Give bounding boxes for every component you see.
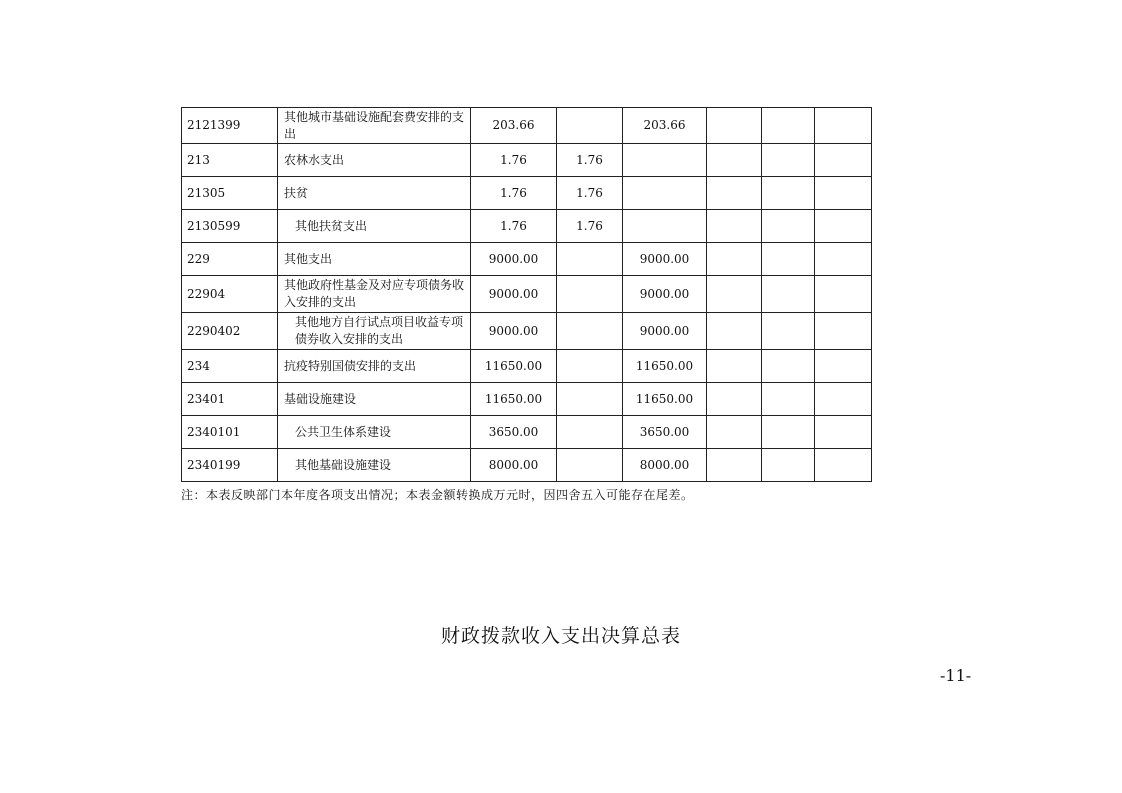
extra-column-cell	[762, 177, 815, 210]
basic-expenditure-cell	[557, 383, 623, 416]
project-expenditure-cell: 3650.00	[623, 416, 707, 449]
project-expenditure-cell	[623, 210, 707, 243]
extra-column-cell	[815, 350, 872, 383]
project-expenditure-cell: 9000.00	[623, 313, 707, 350]
extra-column-cell	[815, 108, 872, 144]
function-name-cell: 其他基础设施建设	[278, 449, 471, 482]
extra-column-cell	[707, 210, 762, 243]
extra-column-cell	[815, 313, 872, 350]
basic-expenditure-cell	[557, 416, 623, 449]
extra-column-cell	[707, 177, 762, 210]
extra-column-cell	[762, 276, 815, 313]
table-row	[182, 313, 872, 350]
total-amount-cell: 9000.00	[471, 276, 557, 313]
function-code-cell: 2340101	[182, 416, 278, 449]
project-expenditure-cell: 203.66	[623, 108, 707, 144]
total-amount-cell: 11650.00	[471, 350, 557, 383]
basic-expenditure-cell: 1.76	[557, 177, 623, 210]
extra-column-cell	[815, 243, 872, 276]
expenditure-table-body	[182, 108, 872, 482]
table-row	[182, 350, 872, 383]
project-expenditure-cell: 11650.00	[623, 383, 707, 416]
basic-expenditure-cell	[557, 350, 623, 383]
next-section-title: 财政拨款收入支出决算总表	[440, 625, 681, 647]
basic-expenditure-cell: 1.76	[557, 210, 623, 243]
extra-column-cell	[707, 449, 762, 482]
extra-column-cell	[707, 416, 762, 449]
extra-column-cell	[707, 108, 762, 144]
extra-column-cell	[762, 210, 815, 243]
extra-column-cell	[762, 144, 815, 177]
basic-expenditure-cell	[557, 108, 623, 144]
table-row	[182, 276, 872, 313]
extra-column-cell	[815, 276, 872, 313]
extra-column-cell	[762, 243, 815, 276]
extra-column-cell	[762, 350, 815, 383]
table-row	[182, 177, 872, 210]
total-amount-cell: 1.76	[471, 177, 557, 210]
extra-column-cell	[762, 416, 815, 449]
function-code-cell: 213	[182, 144, 278, 177]
extra-column-cell	[815, 383, 872, 416]
table-row	[182, 416, 872, 449]
total-amount-cell: 9000.00	[471, 313, 557, 350]
extra-column-cell	[707, 243, 762, 276]
function-code-cell: 234	[182, 350, 278, 383]
table-row	[182, 108, 872, 144]
function-name-cell: 公共卫生体系建设	[278, 416, 471, 449]
extra-column-cell	[762, 383, 815, 416]
function-code-cell: 229	[182, 243, 278, 276]
function-name-cell: 其他城市基础设施配套费安排的支出	[278, 108, 471, 144]
extra-column-cell	[762, 108, 815, 144]
expenditure-table	[181, 107, 872, 482]
function-name-cell: 基础设施建设	[278, 383, 471, 416]
total-amount-cell: 11650.00	[471, 383, 557, 416]
function-code-cell: 21305	[182, 177, 278, 210]
extra-column-cell	[815, 210, 872, 243]
extra-column-cell	[815, 416, 872, 449]
extra-column-cell	[762, 449, 815, 482]
extra-column-cell	[815, 449, 872, 482]
project-expenditure-cell	[623, 177, 707, 210]
basic-expenditure-cell	[557, 276, 623, 313]
project-expenditure-cell: 11650.00	[623, 350, 707, 383]
basic-expenditure-cell	[557, 449, 623, 482]
function-code-cell: 2121399	[182, 108, 278, 144]
total-amount-cell: 1.76	[471, 210, 557, 243]
total-amount-cell: 203.66	[471, 108, 557, 144]
total-amount-cell: 8000.00	[471, 449, 557, 482]
function-name-cell: 农林水支出	[278, 144, 471, 177]
project-expenditure-cell	[623, 144, 707, 177]
function-code-cell: 2290402	[182, 313, 278, 350]
function-name-cell: 其他支出	[278, 243, 471, 276]
function-code-cell: 2340199	[182, 449, 278, 482]
extra-column-cell	[707, 350, 762, 383]
project-expenditure-cell: 9000.00	[623, 276, 707, 313]
basic-expenditure-cell	[557, 243, 623, 276]
project-expenditure-cell: 9000.00	[623, 243, 707, 276]
table-row	[182, 383, 872, 416]
total-amount-cell: 3650.00	[471, 416, 557, 449]
table-row	[182, 243, 872, 276]
basic-expenditure-cell	[557, 313, 623, 350]
table-row	[182, 449, 872, 482]
extra-column-cell	[815, 144, 872, 177]
function-name-cell: 其他扶贫支出	[278, 210, 471, 243]
extra-column-cell	[762, 313, 815, 350]
project-expenditure-cell: 8000.00	[623, 449, 707, 482]
page-number: -11-	[940, 666, 972, 685]
function-code-cell: 22904	[182, 276, 278, 313]
table-footnote: 注：本表反映部门本年度各项支出情况；本表金额转换成万元时，因四舍五入可能存在尾差。	[181, 488, 694, 502]
function-name-cell: 其他政府性基金及对应专项债务收入安排的支出	[278, 276, 471, 313]
extra-column-cell	[707, 383, 762, 416]
extra-column-cell	[707, 144, 762, 177]
total-amount-cell: 9000.00	[471, 243, 557, 276]
extra-column-cell	[707, 276, 762, 313]
table-row	[182, 144, 872, 177]
total-amount-cell: 1.76	[471, 144, 557, 177]
function-name-cell: 扶贫	[278, 177, 471, 210]
extra-column-cell	[815, 177, 872, 210]
table-row	[182, 210, 872, 243]
extra-column-cell	[707, 313, 762, 350]
function-name-cell: 其他地方自行试点项目收益专项债券收入安排的支出	[278, 313, 471, 350]
function-code-cell: 23401	[182, 383, 278, 416]
basic-expenditure-cell: 1.76	[557, 144, 623, 177]
function-code-cell: 2130599	[182, 210, 278, 243]
function-name-cell: 抗疫特别国债安排的支出	[278, 350, 471, 383]
